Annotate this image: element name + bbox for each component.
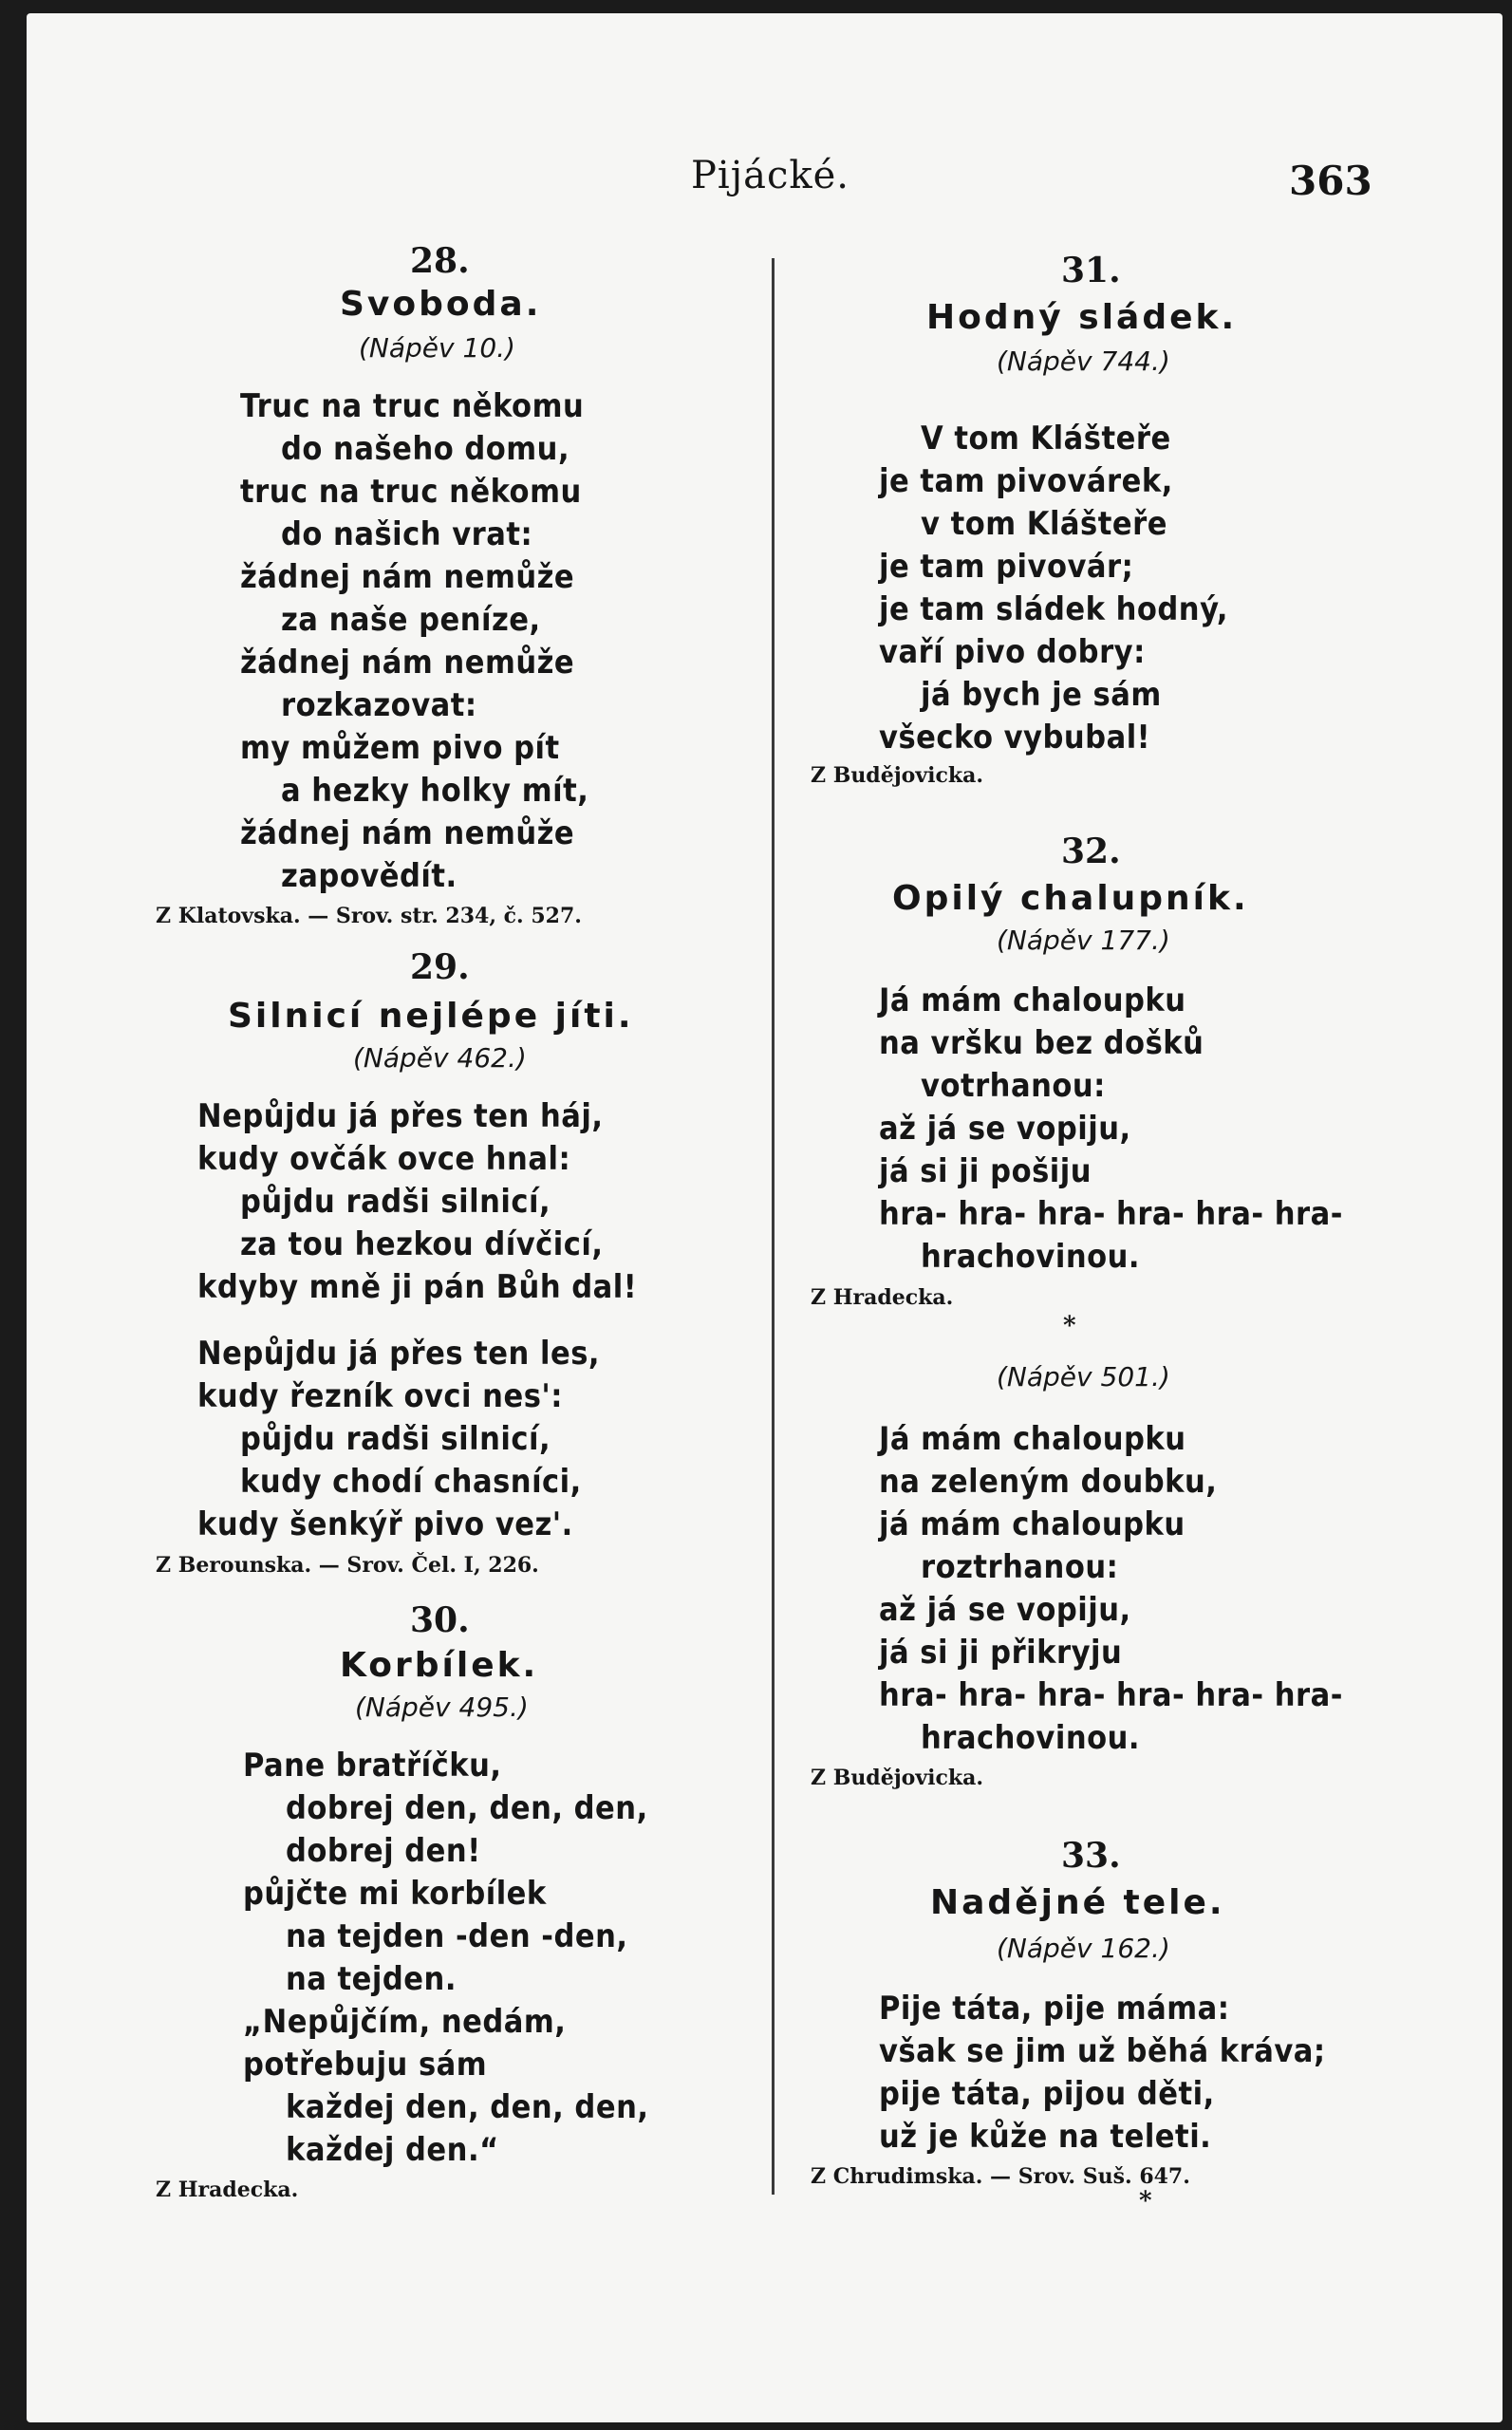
verse-line: do našich vrat:: [281, 515, 533, 553]
song-title: Silnicí nejlépe jíti.: [228, 997, 634, 1036]
source-note: Z Klatovska. — Srov. str. 234, č. 527.: [156, 904, 582, 928]
verse-line: „Nepůjčím, nedám,: [243, 2003, 567, 2041]
verse-line: Nepůjdu já přes ten les,: [197, 1335, 601, 1373]
verse-line: pije táta, pijou děti,: [879, 2075, 1215, 2113]
verse-line: až já se vopiju,: [879, 1591, 1131, 1629]
verse-line: žádnej nám nemůže: [240, 558, 575, 596]
verse-line: na tejden -den -den,: [286, 1917, 628, 1955]
verse-line: půjčte mi korbílek: [243, 1875, 547, 1913]
verse-line: já si ji přikryju: [879, 1634, 1123, 1672]
verse-line: já bych je sám: [921, 676, 1162, 714]
song-number: 33.: [1061, 1836, 1121, 1876]
verse-line: V tom Klášteře: [921, 420, 1171, 458]
verse-line: hra- hra- hra- hra- hra- hra-: [879, 1195, 1343, 1233]
verse-line: na zeleným doubku,: [879, 1463, 1218, 1501]
verse-line: každej den.“: [286, 2131, 499, 2169]
song-number: 28.: [410, 241, 470, 281]
source-note: Z Chrudimska. — Srov. Suš. 647.: [811, 2164, 1190, 2189]
verse-line: dobrej den!: [286, 1832, 481, 1870]
verse-line: rozkazovat:: [281, 686, 477, 724]
verse-line: až já se vopiju,: [879, 1110, 1131, 1148]
verse-line: roztrhanou:: [921, 1548, 1119, 1586]
verse-line: vaří pivo dobry:: [879, 633, 1146, 671]
melody-ref: (Nápěv 10.): [359, 332, 515, 364]
verse-line: žádnej nám nemůže: [240, 814, 575, 852]
verse-line: hrachovinou.: [921, 1719, 1141, 1757]
verse-line: já si ji pošiju: [879, 1152, 1092, 1190]
verse-line: Nepůjdu já přes ten háj,: [197, 1097, 604, 1135]
verse-line: v tom Klášteře: [921, 505, 1167, 543]
verse-line: dobrej den, den, den,: [286, 1789, 648, 1827]
verse-line: na vršku bez došků: [879, 1024, 1204, 1062]
verse-line: my můžem pivo pít: [240, 729, 560, 767]
section-star: *: [1063, 1312, 1076, 1340]
verse-line: na tejden.: [286, 1960, 457, 1998]
song-title: Hodný sládek.: [926, 298, 1238, 337]
verse-line: půjdu radši silnicí,: [240, 1420, 551, 1458]
verse-line: zapovědít.: [281, 857, 457, 895]
verse-line: Já mám chaloupku: [879, 1420, 1186, 1458]
verse-line: je tam pivovár;: [879, 548, 1134, 586]
verse-line: všecko vybubal!: [879, 719, 1151, 757]
melody-ref: (Nápěv 501.): [997, 1361, 1170, 1393]
verse-line: kudy ovčák ovce hnal:: [197, 1140, 571, 1178]
page-number: 363: [1289, 158, 1372, 204]
song-title: Svoboda.: [340, 285, 542, 324]
verse-line: do našeho domu,: [281, 430, 570, 468]
source-note: Z Budějovicka.: [811, 1766, 984, 1790]
song-number: 29.: [410, 947, 470, 987]
source-note: Z Hradecka.: [156, 2178, 299, 2202]
song-title: Nadějné tele.: [930, 1883, 1225, 1922]
verse-line: je tam pivovárek,: [879, 462, 1173, 500]
song-number: 32.: [1061, 832, 1121, 871]
melody-ref: (Nápěv 744.): [997, 346, 1170, 377]
book-page: [27, 13, 1503, 2422]
verse-line: potřebuju sám: [243, 2046, 488, 2084]
verse-line: Pije táta, pije máma:: [879, 1990, 1230, 2028]
verse-line: za naše peníze,: [281, 601, 541, 639]
verse-line: je tam sládek hodný,: [879, 590, 1228, 628]
verse-line: už je kůže na teleti.: [879, 2118, 1212, 2156]
melody-ref: (Nápěv 462.): [353, 1042, 527, 1074]
song-number: 30.: [410, 1600, 470, 1640]
verse-line: hrachovinou.: [921, 1238, 1141, 1276]
verse-line: kudy chodí chasníci,: [240, 1463, 582, 1501]
column-rule: [772, 258, 775, 2195]
running-head: Pijácké.: [691, 154, 849, 197]
verse-line: Pane bratříčku,: [243, 1747, 502, 1785]
verse-line: kudy řezník ovci nes':: [197, 1377, 564, 1415]
verse-line: votrhanou:: [921, 1067, 1106, 1105]
verse-line: každej den, den, den,: [286, 2088, 649, 2126]
verse-line: truc na truc někomu: [240, 473, 582, 511]
verse-line: a hezky holky mít,: [281, 772, 589, 810]
verse-line: však se jim už běhá kráva;: [879, 2032, 1326, 2070]
verse-line: Truc na truc někomu: [240, 387, 585, 425]
song-title: Korbílek.: [340, 1646, 539, 1685]
melody-ref: (Nápěv 177.): [997, 925, 1170, 956]
source-note: Z Hradecka.: [811, 1285, 954, 1310]
melody-ref: (Nápěv 495.): [355, 1692, 529, 1723]
verse-line: já mám chaloupku: [879, 1505, 1185, 1543]
verse-line: kudy šenkýř pivo vez'.: [197, 1505, 573, 1543]
song-number: 31.: [1061, 251, 1121, 290]
melody-ref: (Nápěv 162.): [997, 1933, 1170, 1964]
verse-line: žádnej nám nemůže: [240, 644, 575, 682]
source-note: Z Berounska. — Srov. Čel. I, 226.: [156, 1553, 539, 1578]
verse-line: kdyby mně ji pán Bůh dal!: [197, 1268, 638, 1306]
verse-line: za tou hezkou dívčicí,: [240, 1225, 604, 1263]
verse-line: hra- hra- hra- hra- hra- hra-: [879, 1676, 1343, 1714]
end-star: *: [1139, 2187, 1152, 2215]
verse-line: půjdu radši silnicí,: [240, 1183, 551, 1221]
song-title: Opilý chalupník.: [892, 879, 1249, 918]
verse-line: Já mám chaloupku: [879, 981, 1186, 1019]
source-note: Z Budějovicka.: [811, 763, 984, 788]
